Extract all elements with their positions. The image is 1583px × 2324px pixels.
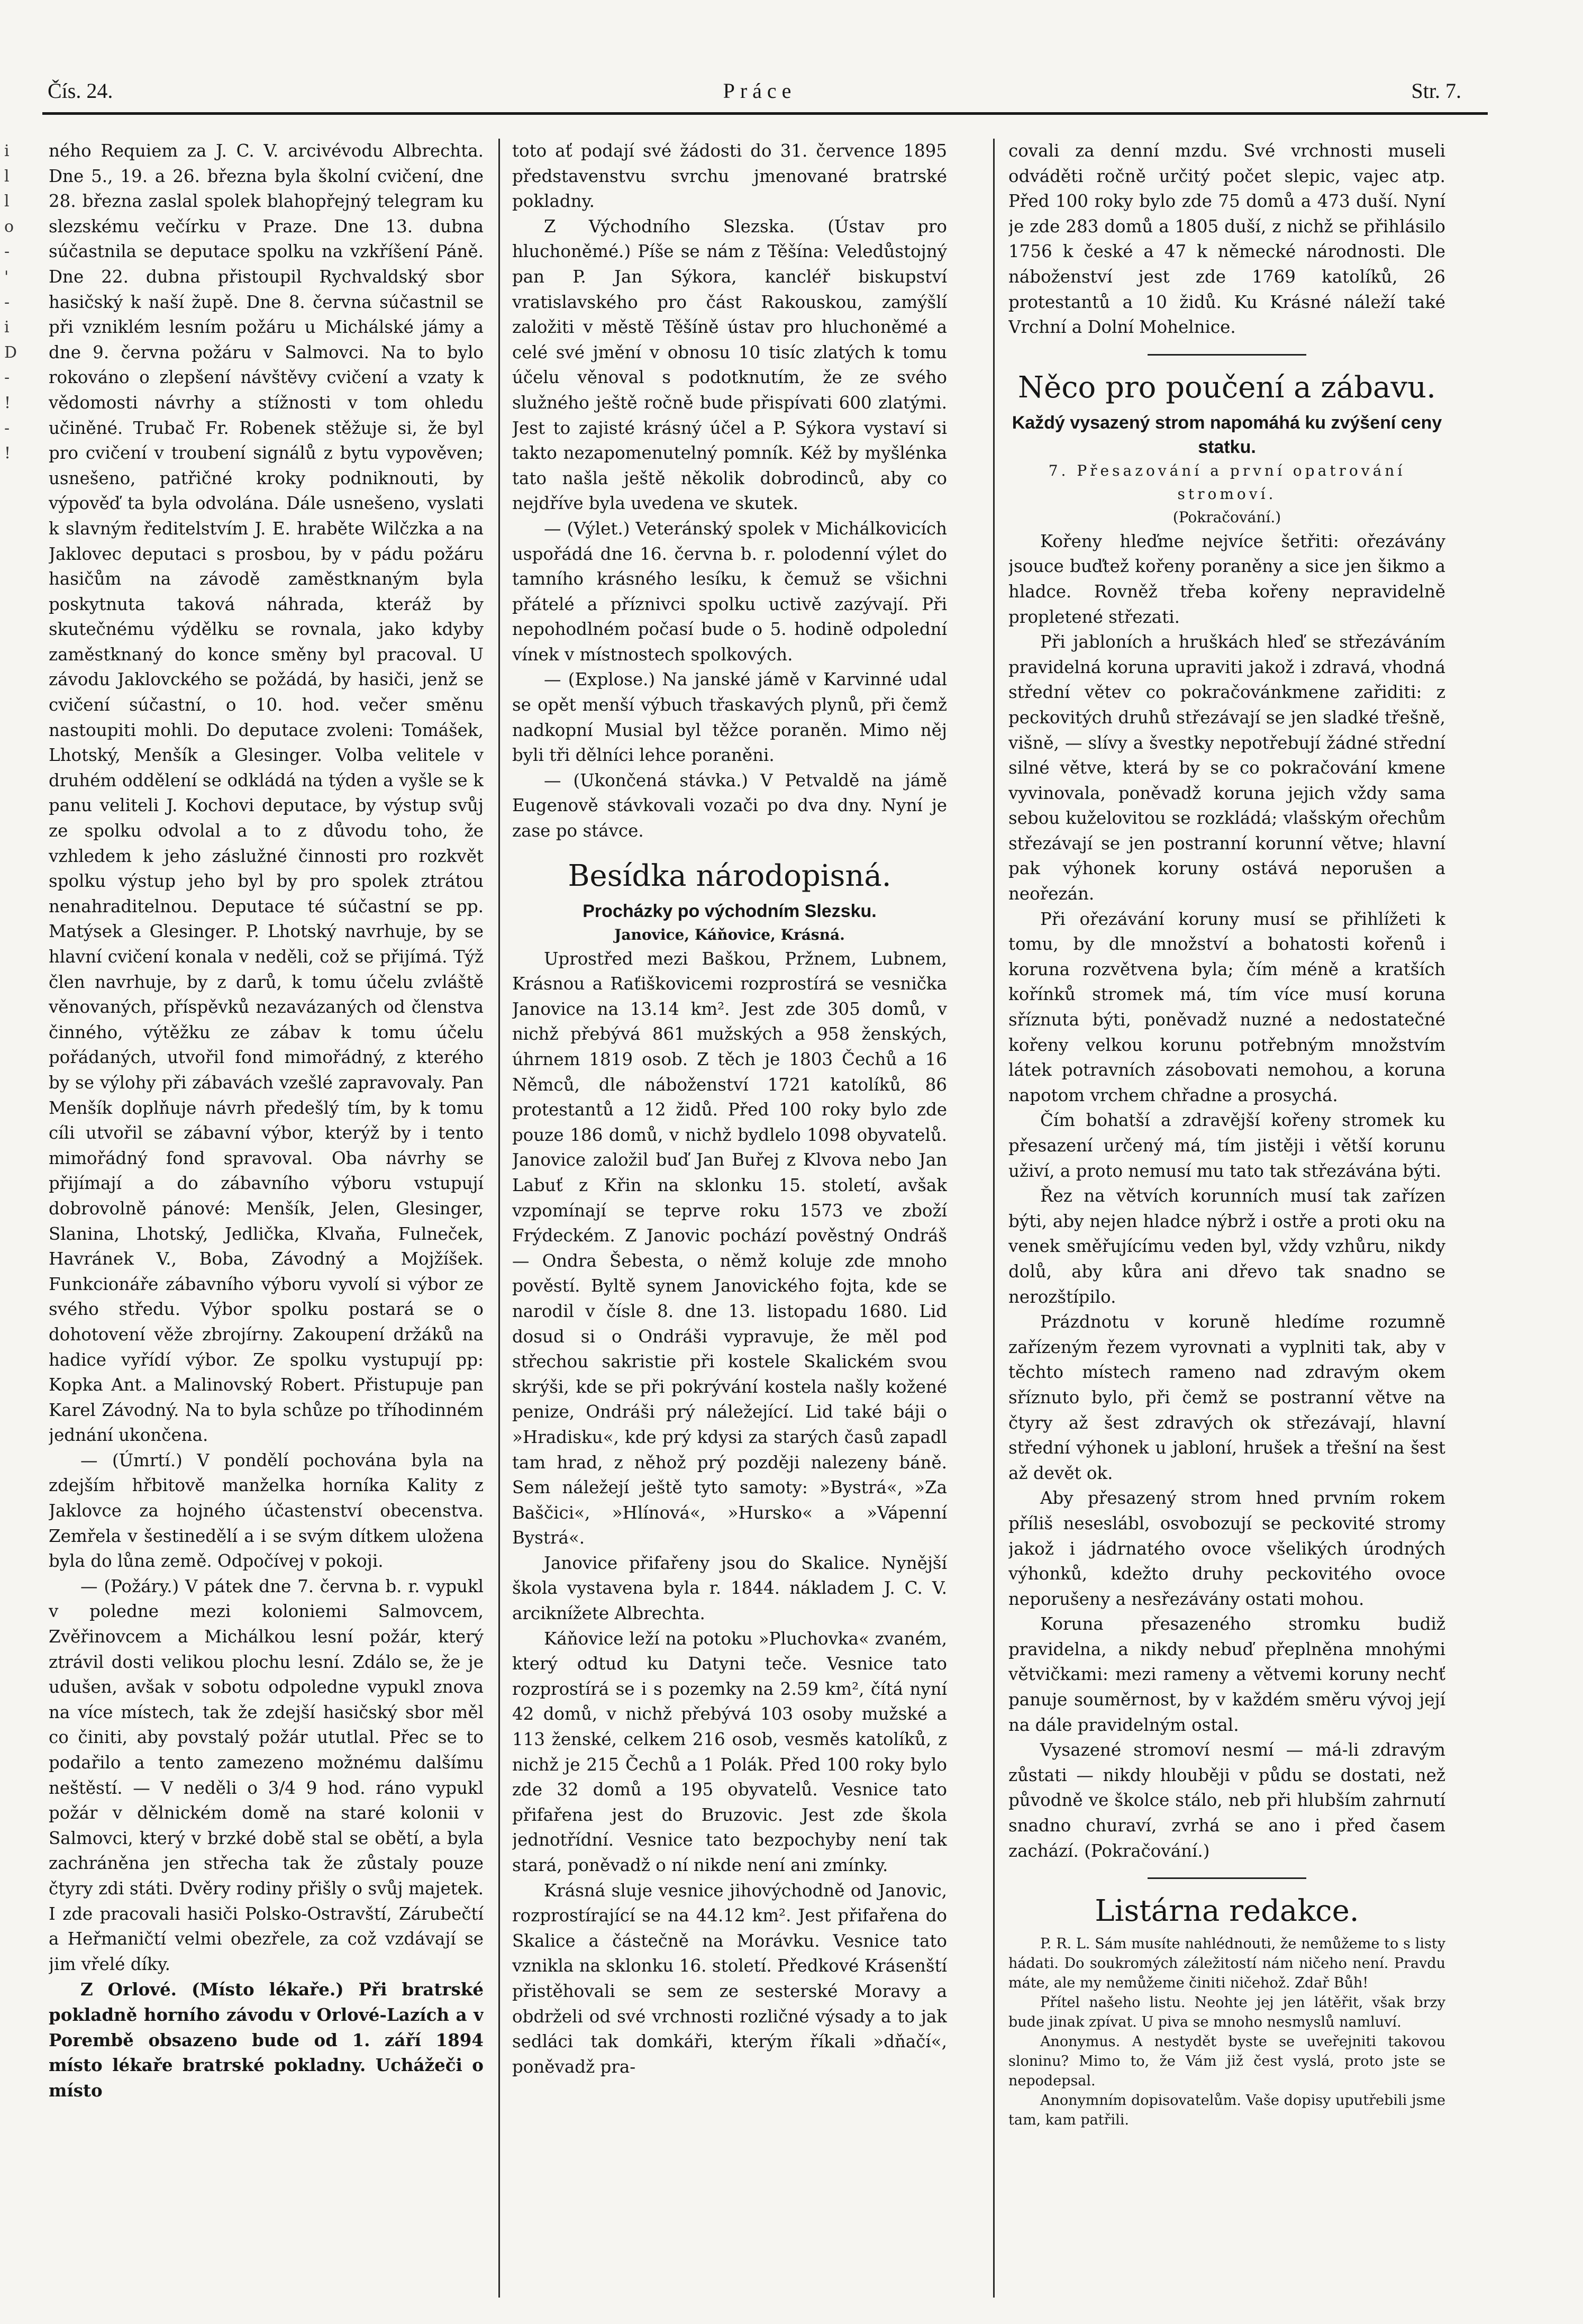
article-paragraph: Při jabloních a hruškách hleď se střezáváním pravidelná koruna upraviti jakož i zdravá, vhodná střední větev co pokračovánkmene zařiditi: z peckovitých druhů střezávají se jen sladké třešně, višně, — slívy a švestky nepotřebují žádné střední silné větve, která by se co pokračování kmene vyvinovala, poněvadž koruna jejich vždy sama sebou kuželovitou se rozkládá; vlašským ořechům střezávají se jen postranní korunní větve; hlavní pak výhonek koruny ostává neporušen a neořezán. xyxy=(1008,632,1445,904)
continuation-note: (Pokračování.) xyxy=(1172,508,1281,526)
article-paragraph: Uprostřed mezi Baškou, Pržnem, Lubnem, Krásnou a Raťiškovicemi rozprostírá se vesnička Janovice na 13.14 km². Jest zde 305 domů, v nichž přebývá 861 mužských a 958 ženských, úhrnem 1819 osob. Z těch je 1803 Čechů a 16 Němců, dle náboženství 1721 katolíků, 86 protestantů a 12 židů. Před 100 roky bylo zde pouze 186 domů, v nichž bydlelo 1098 obyvatelů. Janovice založil buď Jan Buřej z Klvova nebo Jan Labuť z Křin na sklonku 15. století, avšak vzpomínají se teprve roku 1573 ve zboží Frýdeckém. Z Janovic pochází pověstný Ondráš — Ondra Šebesta, o němž koluje zde mnoho pověstí. Byltě synem Janovického fojta, kde se narodil v čísle 8. dne 13. listopadu 1680. Lid dosud si o Ondráši vypravuje, že měl pod střechou sakristie při kostele Skalickém svou skrýši, kde se při pokrývání kostela našly kožené penize, Ondráši prý náležející. Lid také báji o »Hradisku«, kde prý kdysi za starých časů zapadl tam hrad, z něhož prý později nalezeny báně. Sem náležejí ještě tyto samoty: »Bystrá«, »Za Baščici«, »Hlínová«, »Hursko« a »Vápenní Bystrá«. xyxy=(512,948,947,1548)
article-paragraph: — (Úmrtí.) V pondělí pochována byla na zdejším hřbitově manželka horníka Kality z Jaklovce za hojného účastenství obecenstva. Zemřela v šestinedělí a i se svým dítkem uložena byla do lůna země. Odpočívej v pokoji. xyxy=(49,1450,484,1572)
article-paragraph: — (Explose.) Na janské jámě v Karvinné udal se opět menší výbuch třaskavých plynů, při čemž nadkopní Musial byl těžce poraněn. Mimo něj byli tři dělníci lehce poraněni. xyxy=(512,669,947,766)
section-places: Janovice, Káňovice, Krásná. xyxy=(614,925,845,943)
article-paragraph: Z Východního Slezska. (Ústav pro hluchoněmé.) Píše se nám z Těšína: Veledůstojný pan P. Jan Sýkora, kancléř biskupství vratislavského pro část Rakouskou, zamýšlí založiti v městě Těšíně ústav pro hluchoněmé a celé své jmění v obnosu 10 tisíc zlatých k tomu účelu věnoval s podotknutím, že ze svého služného ještě ročně bude přispívati 600 zlatými. Jest to zajisté krásný účel a P. Sýkora vystaví si takto nezapomenutelný pomník. Kéž by myšlénka tato našla ještě několik dobrodinců, aby co nejdříve byla uvedena ve skutek. xyxy=(512,216,947,514)
article-paragraph: Krásná sluje vesnice jihovýchodně od Janovic, rozprostírající se na 44.12 km². Jest přifařena do Skalice a částečně na Morávku. Vesnice tato vznikla na sklonku 16. století. Předkové Krásenští přistěhovali se sem ze sesterské Moravy a obdrželi od své vrchnosti rozličné výsady a to jak sedláci tak domkáři, kterým říkali »dňačí«, poněvadž pra- xyxy=(512,1880,947,2077)
article-paragraph: Koruna přesazeného stromku budiž pravidelna, a nikdy nebuď přeplněna mnohými větvičkami: mezi rameny a větvemi koruny nechť panuje souměrnost, by v každém směru vývoj její na dále pravidelným ostal. xyxy=(1008,1614,1445,1735)
column-divider-2 xyxy=(993,139,995,2298)
article-paragraph: Prázdnotu v koruně hledíme rozumně zařízeným řezem vyrovnati a vyplniti tak, aby v těchto místech rameno nad zdravým okem sříznuto bylo, při čemž se postranní větve na čtyry až šest zdravých ok střezávají, hlavní střední výhonek u jabloní, hrušek a třešní na šest až devět ok. xyxy=(1008,1312,1445,1483)
article-paragraph: toto ať podají své žádosti do 31. července 1895 představenstvu svrchu jmenované bratrské pokladny. xyxy=(512,141,947,212)
page-header xyxy=(42,78,1477,110)
column-2 xyxy=(512,139,947,2282)
binding-margin-marks: i l l o - ' - i D - ! - ! xyxy=(4,142,17,463)
letter-reply: Anonymus. A nestydět byste se uveřejniti takovou sloninu? Mimo to, že Vám již čest vyslá, proto jste se nepodepsal. xyxy=(1008,2033,1445,2090)
article-paragraph: ného Requiem za J. C. V. arcivévodu Albrechta. Dne 5., 19. a 26. března byla školní cvičení, dne 28. března zaslal spolek blahopřejný telegram ku slezskému večírku v Praze. Dne 13. dubna súčastnila se deputace spolku na vzkříšení Páně. Dne 22. dubna přistoupil Rychvaldský sbor hasičský k naší župě. Dne 8. června súčastnil se při vzniklém lesním požáru u Michálské jámy a dne 9. června požáru v Salmovci. Na to bylo rokováno o zlepšení návštěvy cvičení a vzaty k vědomosti návrhy a stížnosti v tom ohledu učiněné. Trubač Fr. Robenek stěžuje si, že byl pro cvičení v troubení signálů z bytu vypověven; usnešeno, patřičné kroky podniknouti, by výpověď ta byla odvolána. Dále usnešeno, vyslati k slavným ředitelstvím J. E. hraběte Wilčzka a na Jaklovec deputaci s prosbou, by v pádu požáru hasičům na závodě zaměstknaným byla poskytnuta taková náhrada, kteráž by skutečnému výdělku se rovnala, jako kdyby zaměstknaný do konce směny byl pracoval. U závodu Jaklovckého se požádá, by hasiči, jenž se cvičení súčastní, o 10. hod. večer směnu nastoupiti mohli. Do deputace zvoleni: Tomášek, Lhotský, Menšík a Glesinger. Volba velitele v druhém oddělení se odkládá na týden a vyšle se k panu veliteli J. Kochovi deputace, by výstup svůj ze spolku odvolal a to z důvodu toho, že vzhledem k jeho záslužné činnosti pro rozkvět spolku výstup jeho byl by pro spolek ztrátou nenahraditelnou. Deputace té súčastní se pp. Matýsek a Glesinger. P. Lhotský navrhuje, by se hlavní cvičení konala v neděli, což se přijímá. Týž člen navrhuje, by z darů, k tomu účelu zvláště věnovaných, příspěvků nezavázaných od členstva činného, výtěžku ze zábav k tomu účelu pořádaných, utvořil fond mimořádný, z kterého by se výlohy při zábavách vzešlé zapravovaly. Pan Menšík doplňuje návrh předešlý tím, by k tomu cíli utvořil se zábavní výbor, kterýž by i tento mimořádný fond spravoval. Oba návrhy se přijímají a do zábavního výboru vstupují dobrovolně pánové: Menšík, Jelen, Glesinger, Slanina, Lhotský, Jedlička, Klvaňa, Fulneček, Havránek V., Boba, Závodný a Mojžíšek. Funkcionáře zábavního výboru vyvolí si výbor ze svého středu. Výbor spolku postará se o dohotovení věže zbrojírny. Zakoupení držáků na hadice vyřídí výbor. Ze spolku vystupují pp: Kopka Ant. a Malinovský Robert. Přistupuje pan Karel Závodný. Na to byla schůze po tříhodinném jednání ukončena. xyxy=(49,141,484,1446)
section-title: Listárna redakce. xyxy=(1095,1894,1359,1929)
section-title: Něco pro poučení a zábavu. xyxy=(1018,370,1436,405)
article-paragraph: Vysazené stromoví nesmí — má-li zdravým zůstati — nikdy hlouběji v půdu se dostati, než původně ve školce stálo, neb při hlubším zahrnutí snadno churaví, zvrhá se ano i před časem zachází. (Pokračování.) xyxy=(1008,1740,1445,1861)
article-paragraph: — (Ukončená stávka.) V Petvaldě na jámě Eugenově stávkovali vozači po dva dny. Nyní je zase po stávce. xyxy=(512,770,947,841)
column-1 xyxy=(49,139,484,2282)
article-paragraph: — (Požáry.) V pátek dne 7. června b. r. vypukl v poledne mezi koloniemi Salmovcem, Zvěřinovcem a Michálkou lesní požár, který ztrávil dosti velikou plochu lesní. Zdálo se, že je udušen, avšak v sobotu odpoledne vypukl znova na více místech, tak že zdejší hasičský sbor měl co činiti, aby povstalý požár ututlal. Přec se to podařilo a tento zamezeno možnému dalšímu neštěstí. — V neděli o 3/4 9 hod. ráno vypukl požár v dělnickém domě na staré kolonii v Salmovci, který v brzké době stal se obětí, a byla zachráněna jen střecha tak že zůstaly pouze čtyry zdi státi. Dvěry rodiny přišly o svůj majetek. I zde pracovali hasiči Polsko-Ostravští, Zárubečtí a Heřmaničtí velmi obezřele, za což vzdávají se jim vřelé díky. xyxy=(49,1576,484,1974)
page-number: Str. 7. xyxy=(1411,79,1461,103)
article-paragraph: Čím bohatší a zdravější kořeny stromek ku přesazení určený má, tím jistěji i větší korunu uživí, a proto nemusí mu tato tak střezávána býti. xyxy=(1008,1110,1445,1181)
article-paragraph: Káňovice leží na potoku »Pluchovka« zvaném, který odtud ku Datyni teče. Vesnice tato rozprostírá se i s pozemky na 2.59 km², čítá nyní 42 domů, v nichž přebývá 103 osoby mužské a 113 ženské, celkem 216 osob, vesměs katolíků, z nichž je 215 Čechů a 1 Polák. Před 100 roky bylo zde 32 domů a 195 obyvatelů. Vesnice tato přifařena jest do Bruzovic. Jest zde škola jednotřídní. Vesnice tato bezpochyby není tak stará, poněvadž o ní nikde není ani zmínky. xyxy=(512,1628,947,1875)
article-heading: 7. Přesazování a první opatrování stromoví. xyxy=(1048,461,1406,503)
section-subtitle: Každý vysazený strom napomáhá ku zvýšení ceny statku. xyxy=(1012,412,1442,457)
header-rule xyxy=(42,112,1488,115)
article-paragraph: covali za denní mzdu. Své vrchnosti museli odváděti ročně určitý počet slepic, vajec atp. Před 100 roky bylo zde 75 domů a 473 duší. Nyní je zde 283 domů a 1805 duší, z nichž se přihlásilo 1756 k české a 47 k německé národnosti. Dle náboženství jest zde 1769 katolíků, 26 protestantů a 10 židů. Ku Krásné náleží také Vrchní a Dolní Mohelnice. xyxy=(1008,141,1445,338)
letter-reply: Anonymním dopisovatelům. Vaše dopisy uputřebili jsme tam, kam patřili. xyxy=(1008,2092,1445,2129)
article-paragraph: Kořeny hleďme nejvíce šetřiti: ořezávány jsouce buďtež kořeny poraněny a sice jen šikmo a hladce. Rovněž třeba kořeny nepravidelně propletené střezati. xyxy=(1008,531,1445,627)
section-rule xyxy=(1148,1877,1306,1879)
newspaper-title: Práce xyxy=(723,79,797,103)
column-divider-1 xyxy=(498,139,500,2298)
section-title: Besídka národopisná. xyxy=(568,858,891,893)
issue-number: Čís. 24. xyxy=(48,79,113,103)
article-paragraph: Při ořezávání koruny musí se přihlížeti k tomu, by dle množství a bohatosti kořenů i koruna rozvětvena byla; čím méně a kratších kořínků stromek má, tím více musí koruna sříznuta býti, poněvadž nuzné a nedostatečné kořeny velkou korunu potřebným množstvím látek potravních zásobovati nemohou, a koruna napotom vrchem chřadne a prosychá. xyxy=(1008,909,1445,1105)
letter-reply: Přítel našeho listu. Neohte jej jen látěřit, však brzy bude jinak zpívat. U piva se mnoho nesmyslů namluví. xyxy=(1008,1994,1445,2031)
article-paragraph: Z Orlové. (Místo lékaře.) Při bratrské pokladně horního závodu v Orlové-Lazích a v Porembě obsazeno bude od 1. září 1894 místo lékaře bratrské pokladny. Uchážeči o místo xyxy=(49,1979,484,2101)
section-rule xyxy=(1148,354,1306,356)
article-paragraph: Aby přesazený strom hned prvním rokem příliš neseslábl, osvobozují se peckovité stromy jakož i jádrnatého ovoce všelikých úrodných výhonků, kdežto druhy peckovitého ovoce neporušeny a nesřezávány ostati mohou. xyxy=(1008,1488,1445,1609)
article-paragraph: Řez na větvích korunních musí tak zařízen býti, aby nejen hladce nýbrž i ostře a proti oku na venek směřujícímu veden byl, vždy vzhůru, nikdy dolů, aby kůra ani dřevo tak snadno se nerozštípilo. xyxy=(1008,1186,1445,1307)
editorial-letters xyxy=(1008,1934,1445,2130)
column-3 xyxy=(1008,139,1445,2282)
letter-reply: P. R. L. Sám musíte nahlédnouti, že nemůžeme to s listy hádati. Do soukromých záležitostí nám ničeho není. Pravdu máte, ale my nemůžeme činiti ničehož. Zdař Bůh! xyxy=(1008,1936,1445,1992)
article-paragraph: — (Výlet.) Veteránský spolek v Michálkovicích uspořádá dne 16. června b. r. polodenní výlet do tamního krásného lesíku, k čemuž se všichni přátelé a příznivci spolku uctivě zazývají. Při nepohodlném počasí bude o 5. hodině odpolední vínek v místnostech spolkových. xyxy=(512,518,947,665)
article-paragraph: Janovice přifařeny jsou do Skalice. Nynější škola vystavena byla r. 1844. nákladem J. C. V. arciknížete Albrechta. xyxy=(512,1553,947,1624)
section-subtitle: Procházky po východním Slezsku. xyxy=(583,901,877,921)
